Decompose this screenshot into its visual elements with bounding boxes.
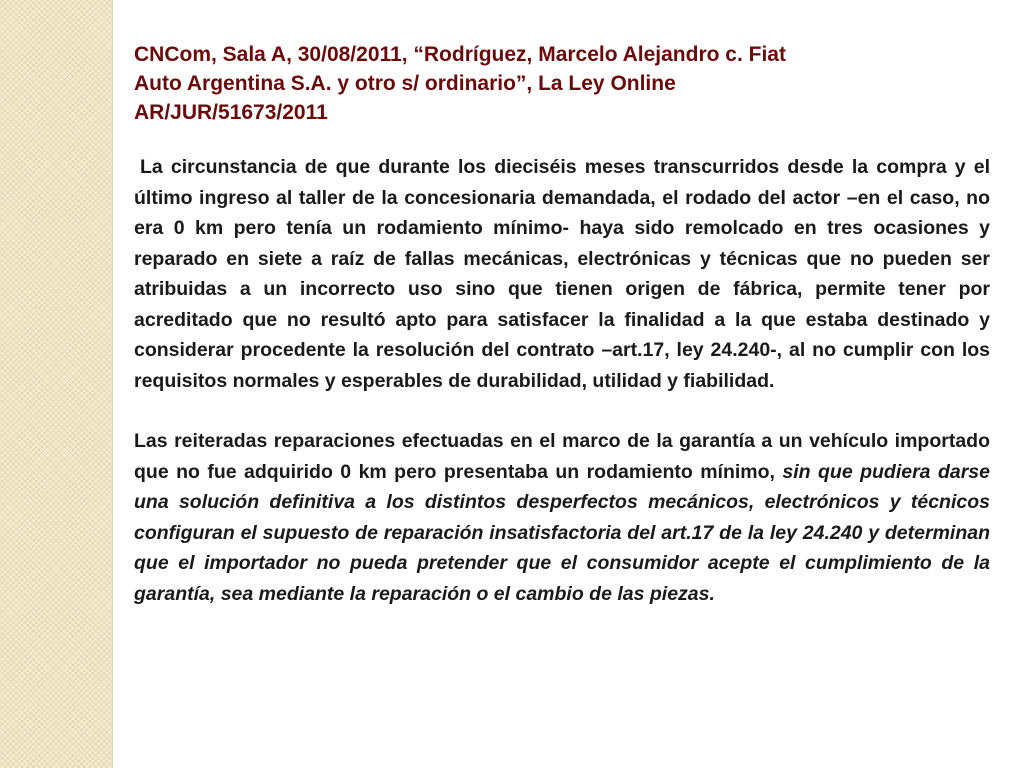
paragraph-2-normal-text: Las reiteradas reparaciones efectuadas en el marco de la garantía a un vehículo importado que no fue adquirido 0 km pero presentaba un rodamiento mínimo, bbox=[134, 430, 990, 483]
slide-body bbox=[134, 152, 990, 609]
paragraph-2-emphasis-text: sin que pudiera darse una solución definitiva a los distintos desperfectos mecánicos, electrónicos y técnicos configuran el supuesto de reparación insatisfactoria del art.17 de la ley 24.240 y determinan que el importador no pueda pretender que el consumidor acepte el cumplimiento de la garantía, sea mediante la reparación o el cambio de las piezas. bbox=[134, 460, 990, 605]
title-line-1: CNCom, Sala A, 30/08/2011, “Rodríguez, Marcelo Alejandro c. Fiat bbox=[134, 43, 786, 66]
band-divider bbox=[112, 0, 113, 768]
title-line-2: Auto Argentina S.A. y otro s/ ordinario”, La Ley Online bbox=[134, 72, 676, 95]
slide-title bbox=[134, 40, 934, 127]
title-line-3: AR/JUR/51673/2011 bbox=[134, 101, 328, 124]
paragraph-2 bbox=[134, 426, 990, 609]
decorative-left-band bbox=[0, 0, 112, 768]
paragraph-1: La circunstancia de que durante los dieciséis meses transcurridos desde la compra y el último ingreso al taller de la concesionaria demandada, el rodado del actor –en el caso, no era 0 km pero tenía un rodamiento mínimo- haya sido remolcado en tres ocasiones y reparado en siete a raíz de fallas mecánicas, electrónicas y técnicas que no pueden ser atribuidas a un incorrecto uso sino que tienen origen de fábrica, permite tener por acreditado que no resultó apto para satisfacer la finalidad a la que estaba destinado y considerar procedente la resolución del contrato –art.17, ley 24.240-, al no cumplir con los requisitos normales y esperables de durabilidad, utilidad y fiabilidad. bbox=[134, 156, 990, 392]
